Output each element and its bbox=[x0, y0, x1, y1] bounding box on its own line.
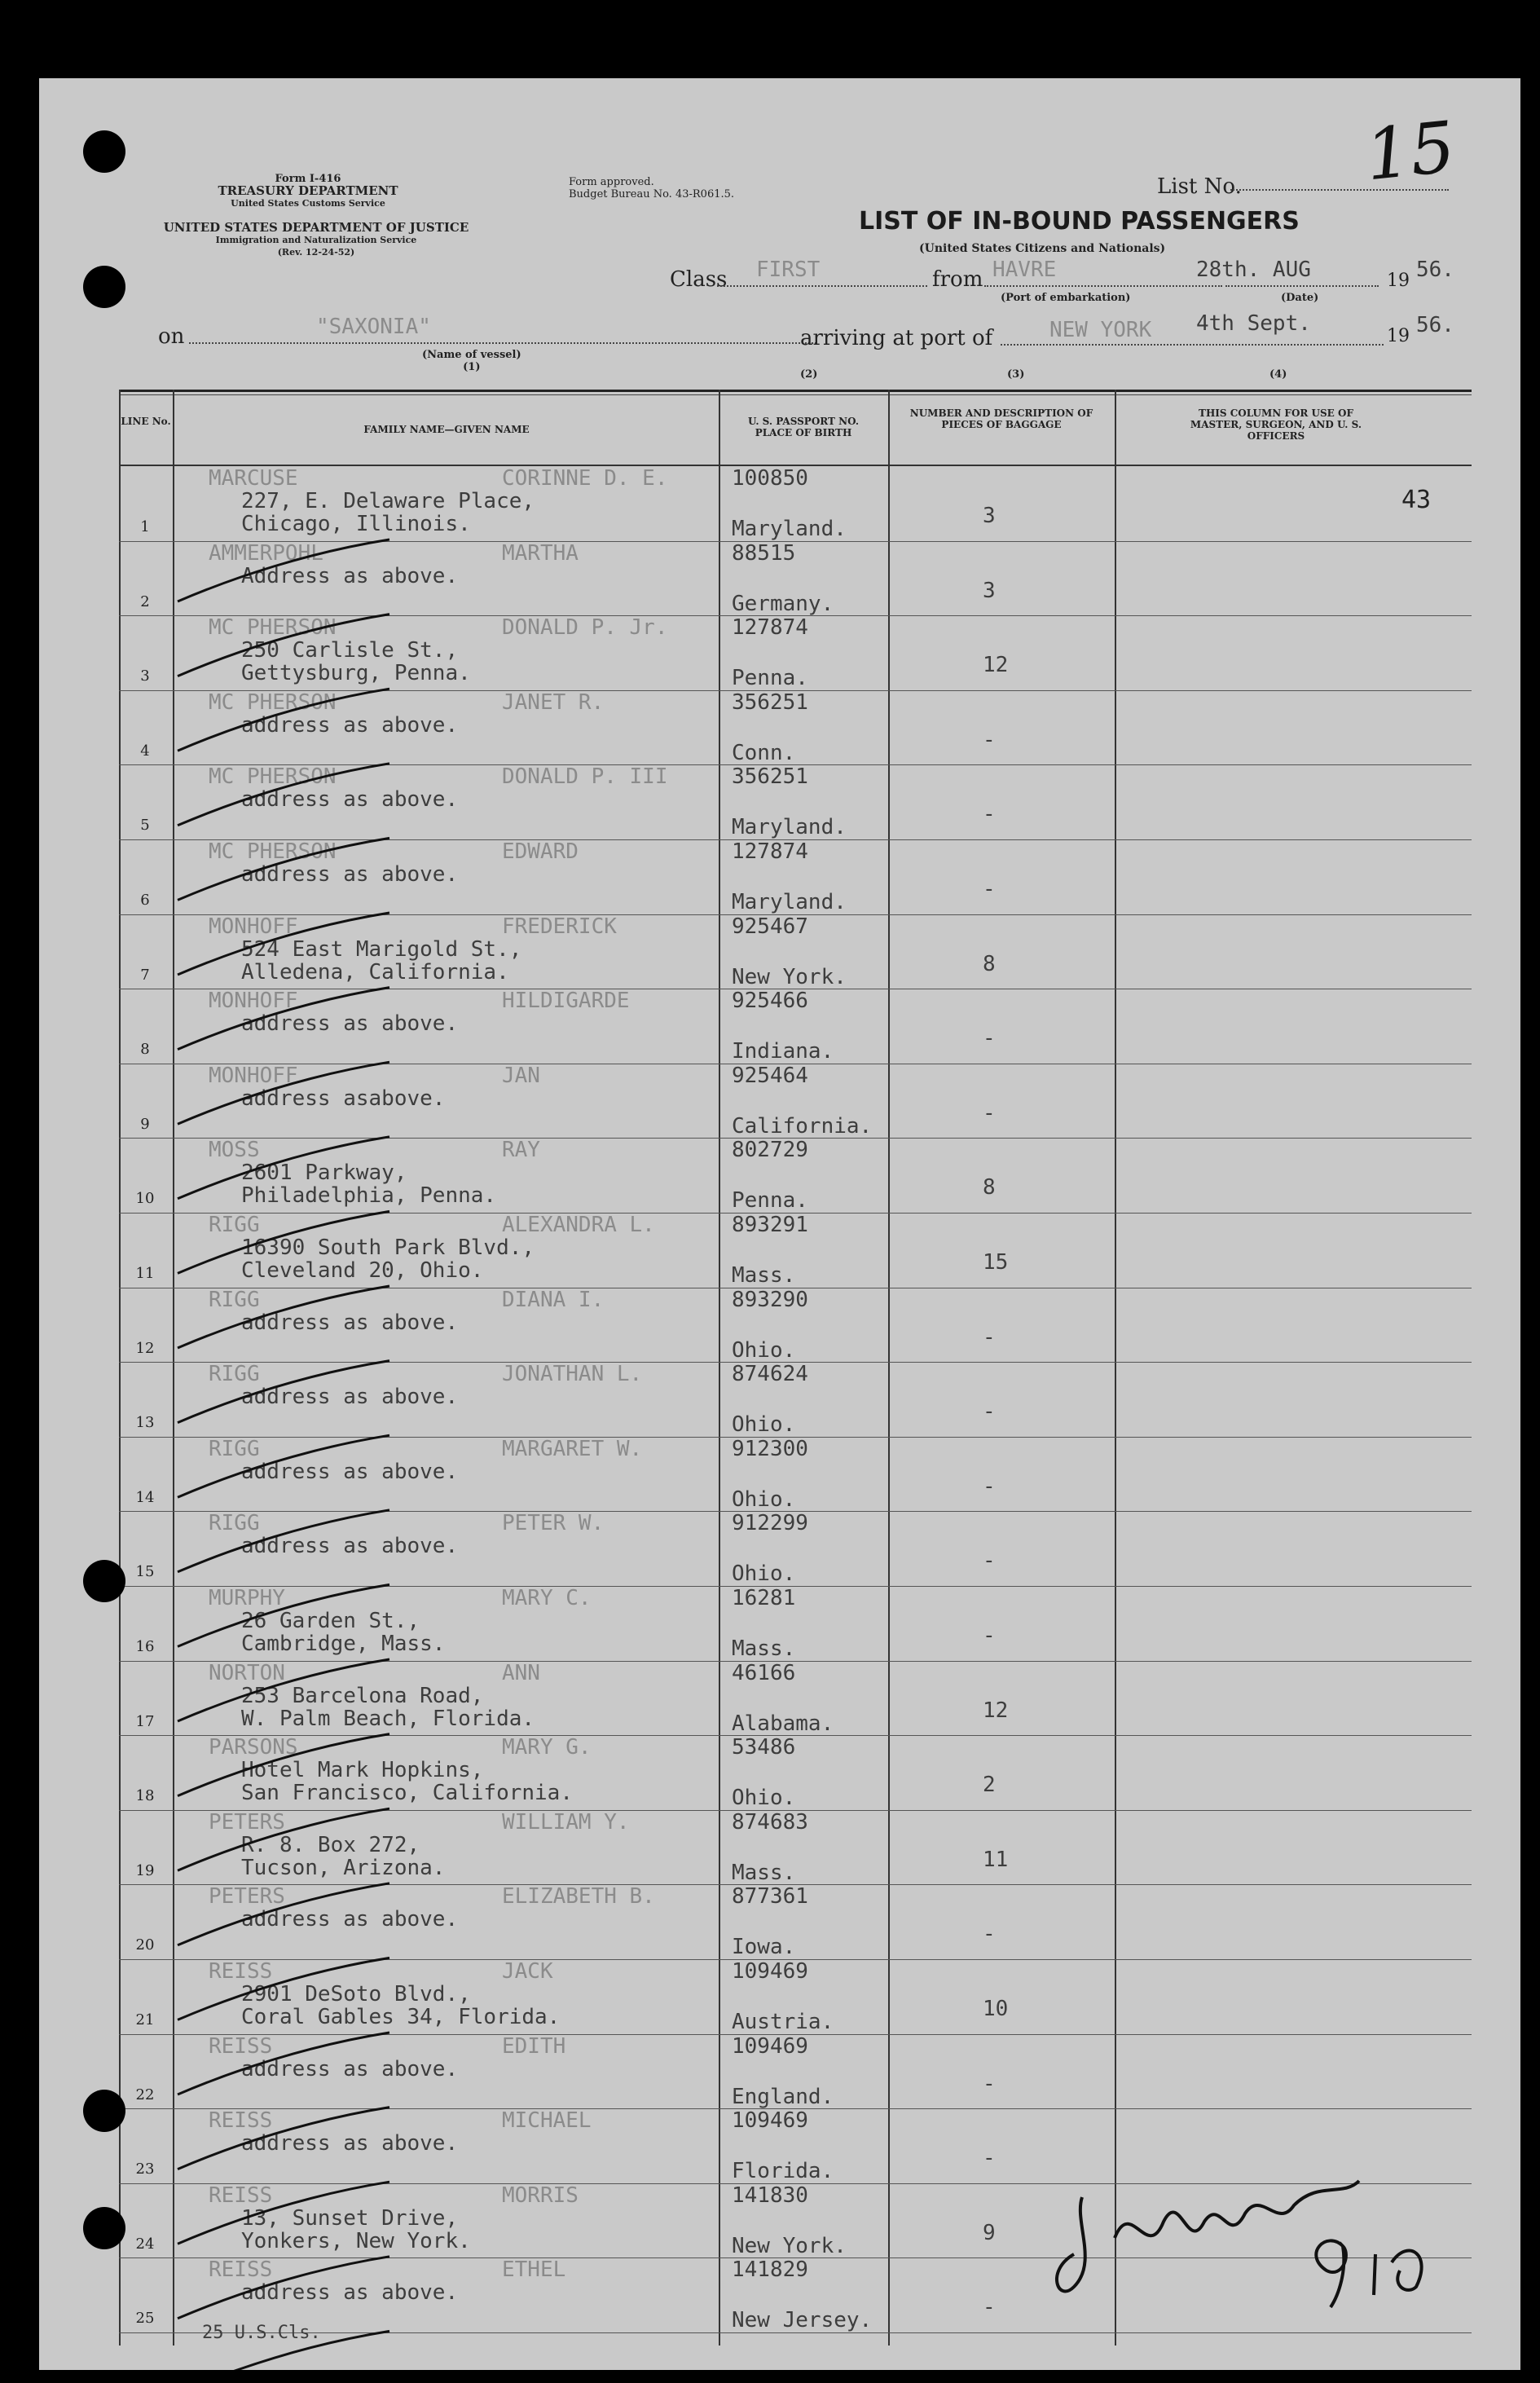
place-of-birth: Germany. bbox=[732, 591, 834, 616]
address-line-1: address as above. bbox=[241, 2056, 459, 2081]
passport-number: 141829 bbox=[732, 2257, 808, 2283]
budget-bureau: Budget Bureau No. 43-R061.5. bbox=[569, 188, 735, 200]
line-number: 16 bbox=[135, 1638, 155, 1655]
family-name: RIGG bbox=[209, 1511, 260, 1536]
address-line-1: 26 Garden St., bbox=[241, 1609, 420, 1633]
line-number: 15 bbox=[135, 1563, 155, 1581]
table-row bbox=[119, 1661, 1472, 1737]
place-of-birth: Ohio. bbox=[732, 1412, 796, 1438]
baggage-count: - bbox=[983, 727, 996, 752]
place-of-birth: Mass. bbox=[732, 1636, 796, 1661]
hdr-name: FAMILY NAME—GIVEN NAME bbox=[363, 424, 530, 435]
family-name: PARSONS bbox=[209, 1735, 298, 1760]
table-row bbox=[119, 1437, 1472, 1513]
baggage-count: 15 bbox=[983, 1250, 1009, 1275]
baggage-count: 3 bbox=[983, 578, 996, 603]
passport-number: 356251 bbox=[732, 764, 808, 790]
line-number: 5 bbox=[140, 817, 150, 835]
given-name: JANET R. bbox=[502, 689, 605, 715]
line-number: 25 bbox=[135, 2310, 155, 2328]
port-line bbox=[1001, 344, 1384, 346]
passport-number: 109469 bbox=[732, 2033, 808, 2059]
family-name: PETERS bbox=[209, 1884, 285, 1909]
footer-note: 25 U.S.Cls. bbox=[202, 2323, 321, 2343]
line-number: 22 bbox=[135, 2086, 155, 2103]
place-of-birth: Mass. bbox=[732, 1263, 796, 1288]
place-of-birth: Mass. bbox=[732, 1860, 796, 1885]
table-row bbox=[119, 1288, 1472, 1363]
address-line-1: address as above. bbox=[241, 1385, 459, 1410]
class-label: Class bbox=[670, 267, 728, 292]
address-line-2: Gettysburg, Penna. bbox=[241, 661, 471, 686]
from-line bbox=[984, 285, 1222, 287]
address-line-1: 524 East Marigold St., bbox=[241, 936, 522, 962]
address-line-1: address as above. bbox=[241, 2280, 459, 2306]
address-line-1: address as above. bbox=[241, 2131, 459, 2156]
table-row bbox=[119, 839, 1472, 915]
passport-number: 877361 bbox=[732, 1884, 808, 1909]
form-number: Form I-416 bbox=[275, 173, 341, 185]
family-name: MC PHERSON bbox=[209, 764, 337, 790]
family-name: MURPHY bbox=[209, 1586, 285, 1610]
col-num-2: (2) bbox=[800, 368, 818, 381]
place-of-birth: Penna. bbox=[732, 666, 808, 691]
line-number: 14 bbox=[135, 1488, 155, 1506]
vessel-line bbox=[189, 342, 816, 344]
address-line-1: Hotel Mark Hopkins, bbox=[241, 1758, 484, 1783]
given-name: ELIZABETH B. bbox=[502, 1884, 655, 1909]
line-number: 9 bbox=[140, 1115, 150, 1133]
family-name: RIGG bbox=[209, 1362, 260, 1387]
address-line-1: address as above. bbox=[241, 1907, 459, 1932]
passport-number: 127874 bbox=[732, 615, 808, 641]
passport-number: 109469 bbox=[732, 2108, 808, 2134]
baggage-count: - bbox=[983, 1324, 996, 1350]
passport-number: 53486 bbox=[732, 1735, 796, 1760]
table-row bbox=[119, 615, 1472, 691]
given-name: PETER W. bbox=[502, 1511, 605, 1536]
given-name: WILLIAM Y. bbox=[502, 1809, 630, 1835]
justice-dept: UNITED STATES DEPARTMENT OF JUSTICE bbox=[163, 220, 469, 235]
line-number: 3 bbox=[140, 667, 150, 685]
passport-number: 802729 bbox=[732, 1138, 808, 1163]
family-name: MC PHERSON bbox=[209, 689, 337, 715]
baggage-count: 9 bbox=[983, 2220, 996, 2245]
passport-number: 127874 bbox=[732, 839, 808, 864]
baggage-count: 3 bbox=[983, 504, 996, 528]
signature-scrawl bbox=[1049, 2165, 1473, 2328]
family-name: MONHOFF bbox=[209, 989, 298, 1014]
baggage-count: 8 bbox=[983, 951, 996, 976]
passport-number: 46166 bbox=[732, 1660, 796, 1685]
revision-date: (Rev. 12-24-52) bbox=[277, 247, 355, 258]
family-name: MONHOFF bbox=[209, 1063, 298, 1088]
punch-hole bbox=[83, 1560, 125, 1602]
address-line-1: R. 8. Box 272, bbox=[241, 1832, 420, 1857]
address-line-1: address as above. bbox=[241, 1459, 459, 1484]
address-line-2: Chicago, Illinois. bbox=[241, 512, 471, 536]
col-num-3: (3) bbox=[1007, 368, 1025, 381]
handwritten-page-number: 15 bbox=[1362, 106, 1459, 197]
family-name: AMMERPOHL bbox=[209, 540, 323, 566]
handwritten-count: 43 bbox=[1401, 486, 1432, 514]
punch-hole bbox=[83, 266, 125, 308]
baggage-count: - bbox=[983, 1100, 996, 1125]
passport-number: 893290 bbox=[732, 1287, 808, 1312]
address-line-1: 2601 Parkway, bbox=[241, 1161, 407, 1186]
vessel-name: "SAXONIA" bbox=[316, 315, 431, 339]
table-row bbox=[119, 1511, 1472, 1587]
year-prefix-2: 19 bbox=[1387, 326, 1410, 346]
place-of-birth: Ohio. bbox=[732, 1337, 796, 1363]
address-line-1: 250 Carlisle St., bbox=[241, 638, 459, 663]
date-value: 28th. AUG bbox=[1196, 258, 1311, 282]
vessel-caption-text: (Name of vessel) bbox=[422, 349, 521, 361]
hdr-line-no: LINE No. bbox=[121, 416, 171, 427]
place-of-birth: California. bbox=[732, 1113, 873, 1139]
arrive-date: 4th Sept. bbox=[1196, 311, 1311, 336]
baggage-count: 8 bbox=[983, 1175, 996, 1200]
place-of-birth: Austria. bbox=[732, 2010, 834, 2034]
line-number: 11 bbox=[135, 1265, 155, 1282]
address-line-1: 253 Barcelona Road, bbox=[241, 1683, 484, 1708]
passport-number: 109469 bbox=[732, 1959, 808, 1984]
family-name: MC PHERSON bbox=[209, 615, 337, 641]
place-of-birth: Ohio. bbox=[732, 1786, 796, 1811]
line-number: 12 bbox=[135, 1339, 155, 1357]
baggage-count: - bbox=[983, 1623, 996, 1648]
page-title: LIST OF IN-BOUND PASSENGERS bbox=[859, 207, 1300, 236]
table-row bbox=[119, 914, 1472, 990]
address-line-1: Address as above. bbox=[241, 563, 459, 588]
place-of-birth: Ohio. bbox=[732, 1562, 796, 1587]
address-line-2: W. Palm Beach, Florida. bbox=[241, 1706, 535, 1731]
table-row bbox=[119, 1735, 1472, 1811]
baggage-count: 10 bbox=[983, 1997, 1009, 2021]
treasury-dept: TREASURY DEPARTMENT bbox=[218, 183, 398, 198]
justice-header bbox=[153, 222, 479, 258]
family-name: MARCUSE bbox=[209, 466, 298, 491]
line-number: 13 bbox=[135, 1414, 155, 1432]
ins-service: Immigration and Naturalization Service bbox=[215, 235, 417, 245]
line-number: 1 bbox=[140, 518, 150, 535]
given-name: MARY C. bbox=[502, 1586, 592, 1610]
baggage-count: - bbox=[983, 1473, 996, 1499]
given-name: JAN bbox=[502, 1063, 540, 1088]
place-of-birth: Maryland. bbox=[732, 517, 847, 541]
line-number: 23 bbox=[135, 2161, 155, 2178]
col-num-1: (1) bbox=[463, 361, 481, 373]
line-number: 4 bbox=[140, 742, 150, 760]
line-number: 19 bbox=[135, 1861, 155, 1879]
given-name: EDWARD bbox=[502, 839, 579, 864]
family-name: REISS bbox=[209, 1959, 273, 1984]
page-subtitle: (United States Citizens and Nationals) bbox=[919, 242, 1166, 255]
given-name: MICHAEL bbox=[502, 2108, 592, 2134]
address-line-2: Tucson, Arizona. bbox=[241, 1855, 446, 1880]
baggage-count: 11 bbox=[983, 1847, 1009, 1872]
baggage-count: - bbox=[983, 1548, 996, 1574]
given-name: FREDERICK bbox=[502, 914, 617, 939]
given-name: MORRIS bbox=[502, 2183, 579, 2208]
table-body bbox=[119, 466, 1472, 2332]
year-2: 56. bbox=[1416, 313, 1454, 337]
passport-number: 925464 bbox=[732, 1063, 808, 1088]
approved-text: Form approved. bbox=[569, 176, 654, 188]
given-name: HILDIGARDE bbox=[502, 989, 630, 1014]
list-no-label: List No. bbox=[1157, 174, 1242, 199]
given-name: RAY bbox=[502, 1138, 540, 1163]
address-line-2: Yonkers, New York. bbox=[241, 2228, 471, 2253]
table-row bbox=[119, 1213, 1472, 1288]
address-line-1: address as above. bbox=[241, 1310, 459, 1335]
punch-hole bbox=[83, 130, 125, 173]
given-name: DONALD P. Jr. bbox=[502, 615, 668, 641]
line-number: 6 bbox=[140, 892, 150, 909]
vessel-caption bbox=[422, 349, 521, 373]
place-of-birth: Conn. bbox=[732, 740, 796, 765]
from-value: HAVRE bbox=[992, 258, 1057, 282]
table-row bbox=[119, 541, 1472, 617]
passport-number: 925467 bbox=[732, 914, 808, 939]
given-name: DIANA I. bbox=[502, 1287, 605, 1312]
address-line-2: Coral Gables 34, Florida. bbox=[241, 2005, 561, 2029]
date-line bbox=[1225, 285, 1379, 287]
place-of-birth: Ohio. bbox=[732, 1487, 796, 1512]
arriving-label: arriving at port of bbox=[800, 326, 993, 350]
given-name: MARY G. bbox=[502, 1735, 592, 1760]
hdr-officers: THIS COLUMN FOR USE OF MASTER, SURGEON, AND U. S. OFFICERS bbox=[1190, 407, 1362, 442]
form-approved bbox=[569, 176, 756, 200]
family-name: MOSS bbox=[209, 1138, 260, 1163]
table-row bbox=[119, 1138, 1472, 1214]
place-of-birth: Indiana. bbox=[732, 1039, 834, 1064]
embark-caption: (Port of embarkation) bbox=[1001, 292, 1131, 304]
line-number: 21 bbox=[135, 2011, 155, 2028]
line-number: 8 bbox=[140, 1041, 150, 1059]
baggage-count: - bbox=[983, 1399, 996, 1425]
given-name: ALEXANDRA L. bbox=[502, 1213, 655, 1237]
line-number: 20 bbox=[135, 1936, 155, 1954]
place-of-birth: Iowa. bbox=[732, 1935, 796, 1960]
baggage-count: 12 bbox=[983, 653, 1009, 678]
place-of-birth: New York. bbox=[732, 2233, 847, 2258]
place-of-birth: Maryland. bbox=[732, 815, 847, 840]
family-name: REISS bbox=[209, 2108, 273, 2134]
address-line-1: address as above. bbox=[241, 787, 459, 813]
table-row bbox=[119, 466, 1472, 542]
passport-number: 912299 bbox=[732, 1511, 808, 1536]
address-line-2: Alledena, California. bbox=[241, 959, 509, 984]
passport-number: 912300 bbox=[732, 1436, 808, 1461]
table-row bbox=[119, 989, 1472, 1064]
table-top-rule bbox=[119, 390, 1472, 392]
class-value: FIRST bbox=[756, 258, 821, 282]
address-line-1: 2901 DeSoto Blvd., bbox=[241, 1982, 471, 2006]
passport-number: 16281 bbox=[732, 1586, 796, 1610]
given-name: EDITH bbox=[502, 2033, 566, 2059]
passport-number: 100850 bbox=[732, 466, 808, 491]
address-line-1: 227, E. Delaware Place, bbox=[241, 489, 535, 513]
place-of-birth: Maryland. bbox=[732, 890, 847, 914]
passport-number: 874683 bbox=[732, 1809, 808, 1835]
date-caption: (Date) bbox=[1281, 292, 1319, 304]
passport-number: 925466 bbox=[732, 989, 808, 1014]
hdr-baggage: NUMBER AND DESCRIPTION OF PIECES OF BAGGAGE bbox=[909, 407, 1093, 430]
line-number: 17 bbox=[135, 1712, 155, 1730]
given-name: DONALD P. III bbox=[502, 764, 668, 790]
table-row bbox=[119, 1064, 1472, 1139]
from-label: from bbox=[932, 267, 983, 292]
given-name: MARTHA bbox=[502, 540, 579, 566]
line-number: 7 bbox=[140, 966, 150, 984]
family-name: REISS bbox=[209, 2033, 273, 2059]
baggage-count: - bbox=[983, 877, 996, 901]
baggage-count: - bbox=[983, 1026, 996, 1051]
address-line-2: Cambridge, Mass. bbox=[241, 1632, 446, 1656]
place-of-birth: Penna. bbox=[732, 1188, 808, 1214]
given-name: ETHEL bbox=[502, 2257, 566, 2283]
address-line-2: Cleveland 20, Ohio. bbox=[241, 1258, 484, 1283]
year-1: 56. bbox=[1416, 258, 1454, 282]
punch-hole bbox=[83, 2207, 125, 2249]
given-name: CORINNE D. E. bbox=[502, 466, 668, 491]
baggage-count: 2 bbox=[983, 1773, 996, 1798]
table-row bbox=[119, 690, 1472, 766]
document-page bbox=[39, 78, 1520, 2370]
place-of-birth: New Jersey. bbox=[732, 2308, 873, 2333]
family-name: NORTON bbox=[209, 1660, 285, 1685]
place-of-birth: Florida. bbox=[732, 2159, 834, 2184]
family-name: RIGG bbox=[209, 1213, 260, 1237]
given-name: JONATHAN L. bbox=[502, 1362, 643, 1387]
passport-number: 88515 bbox=[732, 540, 796, 566]
class-line bbox=[717, 285, 927, 287]
given-name: JACK bbox=[502, 1959, 553, 1984]
baggage-count: - bbox=[983, 2295, 996, 2320]
table-top-rule-2 bbox=[119, 394, 1472, 395]
punch-hole bbox=[83, 2090, 125, 2132]
place-of-birth: England. bbox=[732, 2084, 834, 2109]
line-number: 18 bbox=[135, 1787, 155, 1805]
address-line-1: 16390 South Park Blvd., bbox=[241, 1236, 535, 1260]
address-line-1: address asabove. bbox=[241, 1086, 446, 1111]
passport-number: 141830 bbox=[732, 2183, 808, 2208]
family-name: REISS bbox=[209, 2183, 273, 2208]
table-row bbox=[119, 1959, 1472, 2035]
passport-number: 893291 bbox=[732, 1213, 808, 1237]
line-number: 10 bbox=[135, 1190, 155, 1208]
col-num-4: (4) bbox=[1269, 368, 1287, 381]
family-name: REISS bbox=[209, 2257, 273, 2283]
baggage-count: - bbox=[983, 1922, 996, 1947]
hdr-passport: U. S. PASSPORT NO. PLACE OF BIRTH bbox=[747, 416, 860, 438]
address-line-1: address as above. bbox=[241, 1011, 459, 1037]
baggage-count: - bbox=[983, 2071, 996, 2096]
table-row bbox=[119, 1810, 1472, 1886]
family-name: RIGG bbox=[209, 1436, 260, 1461]
table-row bbox=[119, 1586, 1472, 1662]
passport-number: 874624 bbox=[732, 1362, 808, 1387]
year-prefix-1: 19 bbox=[1387, 271, 1410, 291]
table-row bbox=[119, 764, 1472, 840]
passenger-table bbox=[119, 390, 1472, 2346]
family-name: PETERS bbox=[209, 1809, 285, 1835]
given-name: ANN bbox=[502, 1660, 540, 1685]
port-value: NEW YORK bbox=[1049, 318, 1152, 342]
line-number: 24 bbox=[135, 2235, 155, 2253]
address-line-2: Philadelphia, Penna. bbox=[241, 1183, 497, 1209]
address-line-1: address as above. bbox=[241, 862, 459, 887]
address-line-1: 13, Sunset Drive, bbox=[241, 2205, 459, 2231]
passport-number: 356251 bbox=[732, 689, 808, 715]
line-number: 2 bbox=[140, 592, 150, 610]
baggage-count: - bbox=[983, 2146, 996, 2171]
family-name: RIGG bbox=[209, 1287, 260, 1312]
address-line-1: address as above. bbox=[241, 712, 459, 738]
table-row bbox=[119, 1362, 1472, 1438]
customs-service: United States Customs Service bbox=[231, 198, 385, 209]
baggage-count: - bbox=[983, 802, 996, 827]
table-row bbox=[119, 2034, 1472, 2110]
family-name: MONHOFF bbox=[209, 914, 298, 939]
address-line-2: San Francisco, California. bbox=[241, 1781, 573, 1806]
table-row bbox=[119, 1884, 1472, 1960]
baggage-count: 12 bbox=[983, 1698, 1009, 1723]
on-label: on bbox=[158, 324, 185, 349]
address-line-1: address as above. bbox=[241, 1534, 459, 1559]
family-name: MC PHERSON bbox=[209, 839, 337, 864]
given-name: MARGARET W. bbox=[502, 1436, 643, 1461]
place-of-birth: New York. bbox=[732, 964, 847, 989]
form-header-left bbox=[202, 173, 414, 209]
place-of-birth: Alabama. bbox=[732, 1711, 834, 1736]
